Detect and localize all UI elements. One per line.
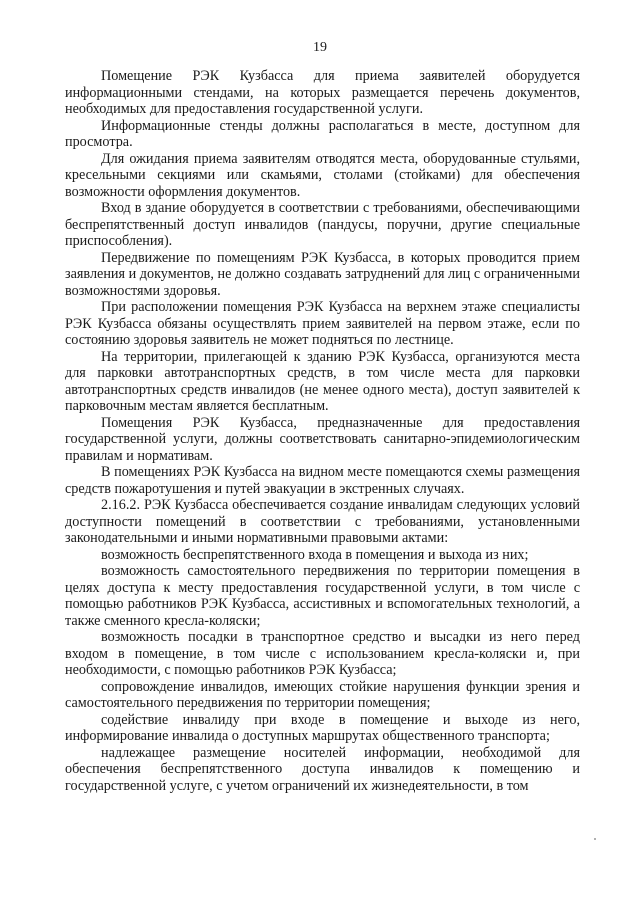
paragraph-section-2-16-2: 2.16.2. РЭК Кузбасса обеспечивается создание инвалидам следующих условий доступности помещений в соответствии с требованиями, установленными законодательными и иными нормативными правовыми актами: — [65, 497, 580, 546]
paragraph-info-stands-equipment: Помещение РЭК Кузбасса для приема заявителей оборудуется информационными стендами, на которых размещается перечень документов, необходимых для предоставления государственной услуги. — [65, 68, 580, 117]
scan-artifact — [594, 838, 596, 840]
paragraph-building-entrance: Вход в здание оборудуется в соответствии с требованиями, обеспечивающими беспрепятственный доступ инвалидов (пандусы, поручни, другие специальные приспособления). — [65, 200, 580, 249]
paragraph-information-carriers: надлежащее размещение носителей информации, необходимой для обеспечения беспрепятственного доступа инвалидов к помещению и государственной услуге, с учетом ограничений их жизнедеятельности, в том — [65, 744, 580, 794]
paragraph-sanitary-rules: Помещения РЭК Кузбасса, предназначенные для предоставления государственной услуги, должны соответствовать санитарно-эпидемиологическим правилам и нормативам. — [65, 414, 580, 464]
page-number: 19 — [313, 40, 327, 55]
paragraph-movement-in-premises: Передвижение по помещениям РЭК Кузбасса, в которых проводится прием заявления и документов, не должно создавать затруднений для лиц с ограниченными возможностями здоровья. — [65, 249, 580, 299]
paragraph-info-stands-location: Информационные стенды должны располагаться в месте, доступном для просмотра. — [65, 117, 580, 150]
paragraph-assistance-entry-exit: содействие инвалиду при входе в помещение и выходе из него, информирование инвалида о доступных маршрутах общественного транспорта; — [65, 711, 580, 744]
paragraph-vehicle-boarding: возможность посадки в транспортное средство и высадки из него перед входом в помещение, в том числе с использованием кресла-коляски и, при необходимости, с помощью работников РЭК Кузбасса; — [65, 629, 580, 678]
document-body — [65, 68, 580, 794]
paragraph-evacuation-schemes: В помещениях РЭК Кузбасса на видном месте помещаются схемы размещения средств пожаротушения и путей эвакуации в экстренных случаях. — [65, 464, 580, 497]
paragraph-waiting-places: Для ожидания приема заявителям отводятся места, оборудованные стульями, кресельными секциями или скамьями, столами (стойками) для обеспечения возможности оформления документов. — [65, 150, 580, 200]
paragraph-upper-floor-reception: При расположении помещения РЭК Кузбасса на верхнем этаже специалисты РЭК Кузбасса обязаны осуществлять прием заявителей на первом этаже, если по состоянию здоровья заявитель не может подняться по лестнице. — [65, 299, 580, 348]
paragraph-independent-movement: возможность самостоятельного передвижения по территории помещения в целях доступа к месту предоставления государственной услуги, в том числе с помощью работников РЭК Кузбасса, ассистивных и вспомогательных технологий, а также сменного кресла-коляски; — [65, 563, 580, 629]
paragraph-parking: На территории, прилегающей к зданию РЭК Кузбасса, организуются места для парковки автотранспортных средств, в том числе места для парковки автотранспортных средств инвалидов (не менее одного места), доступ заявителей к парковочным местам является бесплатным. — [65, 348, 580, 414]
paragraph-unobstructed-entry: возможность беспрепятственного входа в помещения и выхода из них; — [101, 546, 529, 563]
paragraph-escort-disabled: сопровождение инвалидов, имеющих стойкие нарушения функции зрения и самостоятельного передвижения по территории помещения; — [65, 678, 580, 711]
